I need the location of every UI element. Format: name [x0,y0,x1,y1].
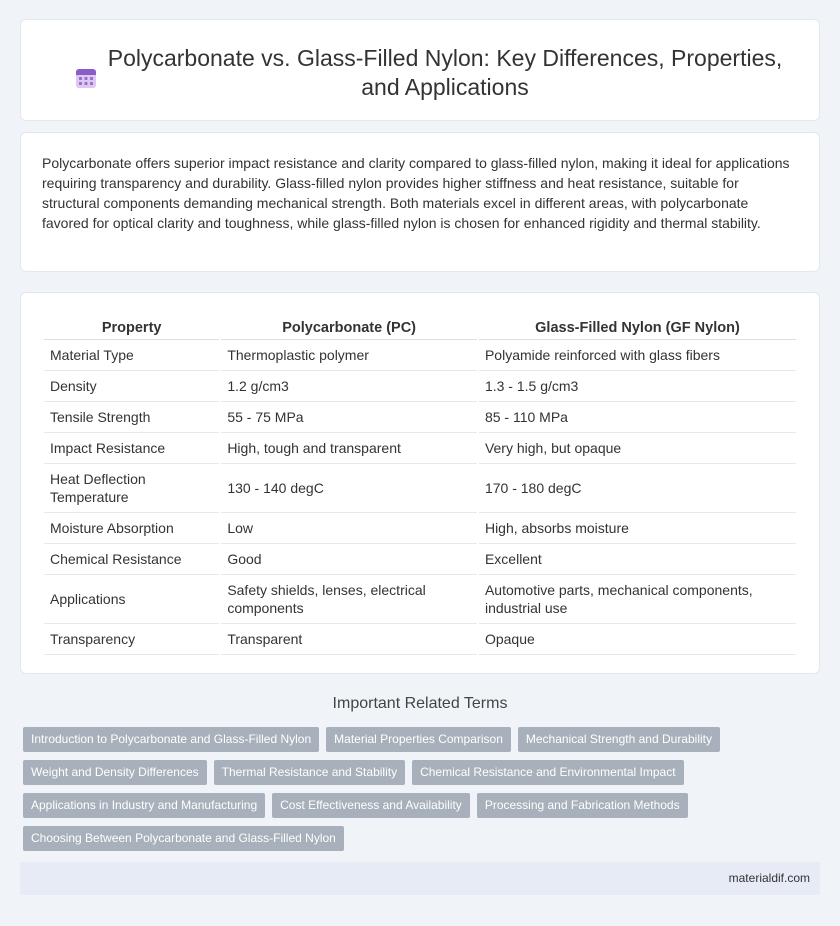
pc-cell: Good [221,544,477,575]
gf-nylon-cell: Automotive parts, mechanical components, industrial use [479,575,796,624]
pc-cell: 130 - 140 degC [221,464,477,513]
gf-nylon-cell: Polyamide reinforced with glass fibers [479,340,796,371]
table-header-row [44,313,796,340]
related-terms-heading: Important Related Terms [332,695,508,712]
related-term-tag[interactable]: Cost Effectiveness and Availability [272,793,470,818]
table-row [44,371,796,402]
table-row [44,575,796,624]
table-row [44,513,796,544]
gf-nylon-cell: Very high, but opaque [479,433,796,464]
pc-cell: High, tough and transparent [221,433,477,464]
table-row [44,624,796,655]
property-cell: Applications [44,575,219,624]
table-row [44,340,796,371]
related-term-tag[interactable]: Introduction to Polycarbonate and Glass-Filled Nylon [23,727,319,752]
gf-nylon-cell: 170 - 180 degC [479,464,796,513]
related-term-tag[interactable]: Choosing Between Polycarbonate and Glass-Filled Nylon [23,826,344,851]
related-term-tag[interactable]: Mechanical Strength and Durability [518,727,720,752]
related-terms-list [23,727,723,851]
related-term-tag[interactable]: Material Properties Comparison [326,727,511,752]
property-cell: Density [44,371,219,402]
pc-cell: 55 - 75 MPa [221,402,477,433]
table-row [44,544,796,575]
related-term-tag[interactable]: Processing and Fabrication Methods [477,793,688,818]
header-glass-filled-nylon: Glass-Filled Nylon (GF Nylon) [479,313,796,340]
gf-nylon-cell: High, absorbs moisture [479,513,796,544]
intro-card [20,132,820,272]
related-term-tag[interactable]: Applications in Industry and Manufacturing [23,793,265,818]
table-row [44,433,796,464]
related-term-tag[interactable]: Thermal Resistance and Stability [214,760,405,785]
gf-nylon-cell: 85 - 110 MPa [479,402,796,433]
pc-cell: Transparent [221,624,477,655]
pc-cell: 1.2 g/cm3 [221,371,477,402]
property-cell: Transparency [44,624,219,655]
gf-nylon-cell: 1.3 - 1.5 g/cm3 [479,371,796,402]
table-row [44,464,796,513]
header-polycarbonate: Polycarbonate (PC) [221,313,477,340]
comparison-table-card [20,292,820,674]
gf-nylon-cell: Opaque [479,624,796,655]
header-property: Property [44,313,219,340]
footer-site-link[interactable]: materialdif.com [728,871,810,885]
pc-cell: Thermoplastic polymer [221,340,477,371]
property-cell: Material Type [44,340,219,371]
pc-cell: Low [221,513,477,544]
table-row [44,402,796,433]
title-card [20,19,820,121]
property-cell: Chemical Resistance [44,544,219,575]
property-cell: Impact Resistance [44,433,219,464]
related-term-tag[interactable]: Weight and Density Differences [23,760,207,785]
property-cell: Heat Deflection Temperature [44,464,219,513]
property-cell: Tensile Strength [44,402,219,433]
gf-nylon-cell: Excellent [479,544,796,575]
intro-paragraph: Polycarbonate offers superior impact resistance and clarity compared to glass-filled nylon, making it ideal for applications requiring transparency and durability. Glass-filled nylon provides higher stiffness and heat resistance, suitable for structural components demanding mechanical strength. Both materials excel in different areas, with polycarbonate favored for optical clarity and toughness, while glass-filled nylon is chosen for enhanced rigidity and thermal stability. [42,155,790,231]
pc-cell: Safety shields, lenses, electrical components [221,575,477,624]
comparison-table [42,313,798,655]
property-cell: Moisture Absorption [44,513,219,544]
page-title: Polycarbonate vs. Glass-Filled Nylon: Key Differences, Properties, and Applications [107,45,783,100]
footer-bar [20,862,820,895]
related-term-tag[interactable]: Chemical Resistance and Environmental Impact [412,760,683,785]
